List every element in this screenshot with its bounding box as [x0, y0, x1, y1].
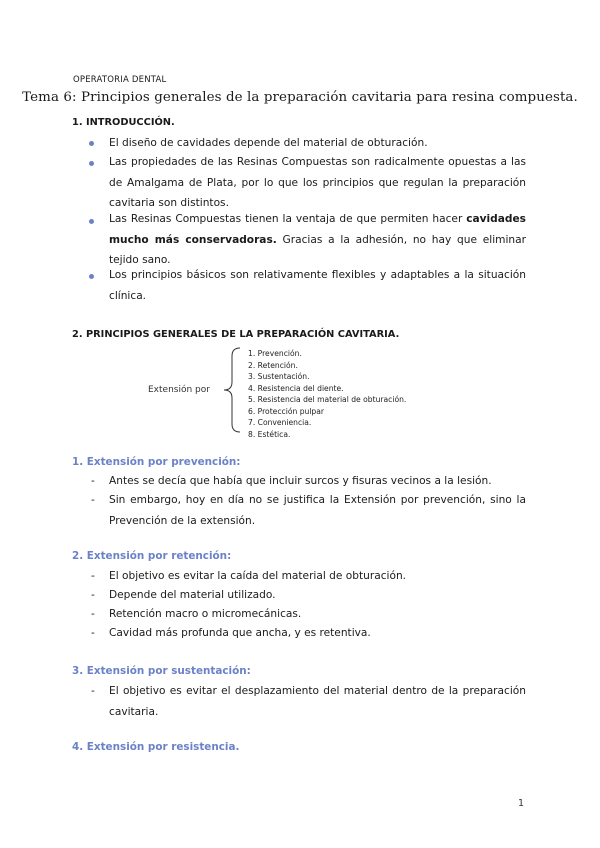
intro-paragraph: Los principios básicos son relativamente flexibles y adaptables a la situación clínica.	[109, 269, 526, 302]
diagram-item: 6. Protección pulpar	[248, 406, 325, 416]
subsection-item: Sin embargo, hoy en día no se justifica la Extensión por prevención, sino la Prevención de la extensión.	[109, 494, 526, 527]
bullet-icon	[89, 219, 94, 224]
dash-marker: -	[91, 627, 95, 639]
diagram-item: 1. Prevención.	[248, 349, 302, 358]
subsection-heading-retencion: 2. Extensión por retención:	[72, 550, 232, 562]
subsection-item: Retención macro o micromecánicas.	[109, 608, 302, 620]
dash-marker: -	[91, 475, 95, 487]
bullet-icon	[89, 141, 94, 146]
curly-brace-icon	[214, 346, 244, 434]
subsection-item: El objetivo es evitar el desplazamiento del material dentro de la preparación cavitaria.	[109, 685, 526, 718]
intro-text: Las Resinas Compuestas tienen la ventaja de que permiten hacer	[109, 213, 467, 225]
diagram-list	[248, 348, 406, 440]
subsection-item: El objetivo es evitar la caída del material de obturación.	[109, 570, 407, 582]
page-number: 1	[518, 798, 525, 809]
diagram-item: 3. Sustentación.	[248, 372, 310, 381]
subsection-item: Depende del material utilizado.	[109, 589, 276, 601]
diagram-item: 8. Estética.	[248, 429, 291, 439]
intro-paragraph: El diseño de cavidades depende del material de obturación.	[109, 137, 428, 149]
dash-marker: -	[91, 494, 95, 506]
intro-paragraph	[109, 209, 526, 271]
bullet-icon	[89, 274, 94, 279]
diagram-item: 2. Retención.	[248, 360, 298, 370]
subsection-heading-resistencia: 4. Extensión por resistencia.	[72, 741, 240, 753]
intro-paragraph: Las propiedades de las Resinas Compuestas son radicalmente opuestas a las de Amalgama de Plata, por lo que los principios que regulan la preparación cavitaria son distintos.	[109, 156, 526, 209]
diagram-item: 5. Resistencia del material de obturación.	[248, 395, 407, 404]
diagram-label: Extensión por	[148, 385, 210, 395]
subsection-item: Antes se decía que había que incluir surcos y fisuras vecinos a la lesión.	[109, 475, 492, 487]
dash-marker: -	[91, 570, 95, 582]
intro-bold-text: cavidades mucho más conservadoras.	[109, 213, 526, 246]
dash-marker: -	[91, 589, 95, 601]
subsection-item: Cavidad más profunda que ancha, y es retentiva.	[109, 627, 371, 639]
document-title: Tema 6: Principios generales de la preparación cavitaria para resina compuesta.	[22, 90, 578, 105]
bullet-icon	[89, 161, 94, 166]
subsection-heading-sustentacion: 3. Extensión por sustentación:	[72, 665, 251, 677]
section-heading-introduccion: 1. INTRODUCCIÓN.	[72, 117, 175, 128]
section-heading-principios: 2. PRINCIPIOS GENERALES DE LA PREPARACIÓN CAVITARIA.	[72, 329, 400, 340]
dash-marker: -	[91, 685, 95, 697]
intro-text: Gracias a la adhesión, no hay que eliminar tejido sano.	[109, 233, 526, 266]
subsection-heading-prevencion: 1. Extensión por prevención:	[72, 456, 241, 468]
diagram-item: 4. Resistencia del diente.	[248, 383, 344, 393]
diagram-item: 7. Conveniencia.	[248, 418, 312, 427]
course-label: OPERATORIA DENTAL	[73, 75, 167, 85]
dash-marker: -	[91, 608, 95, 620]
